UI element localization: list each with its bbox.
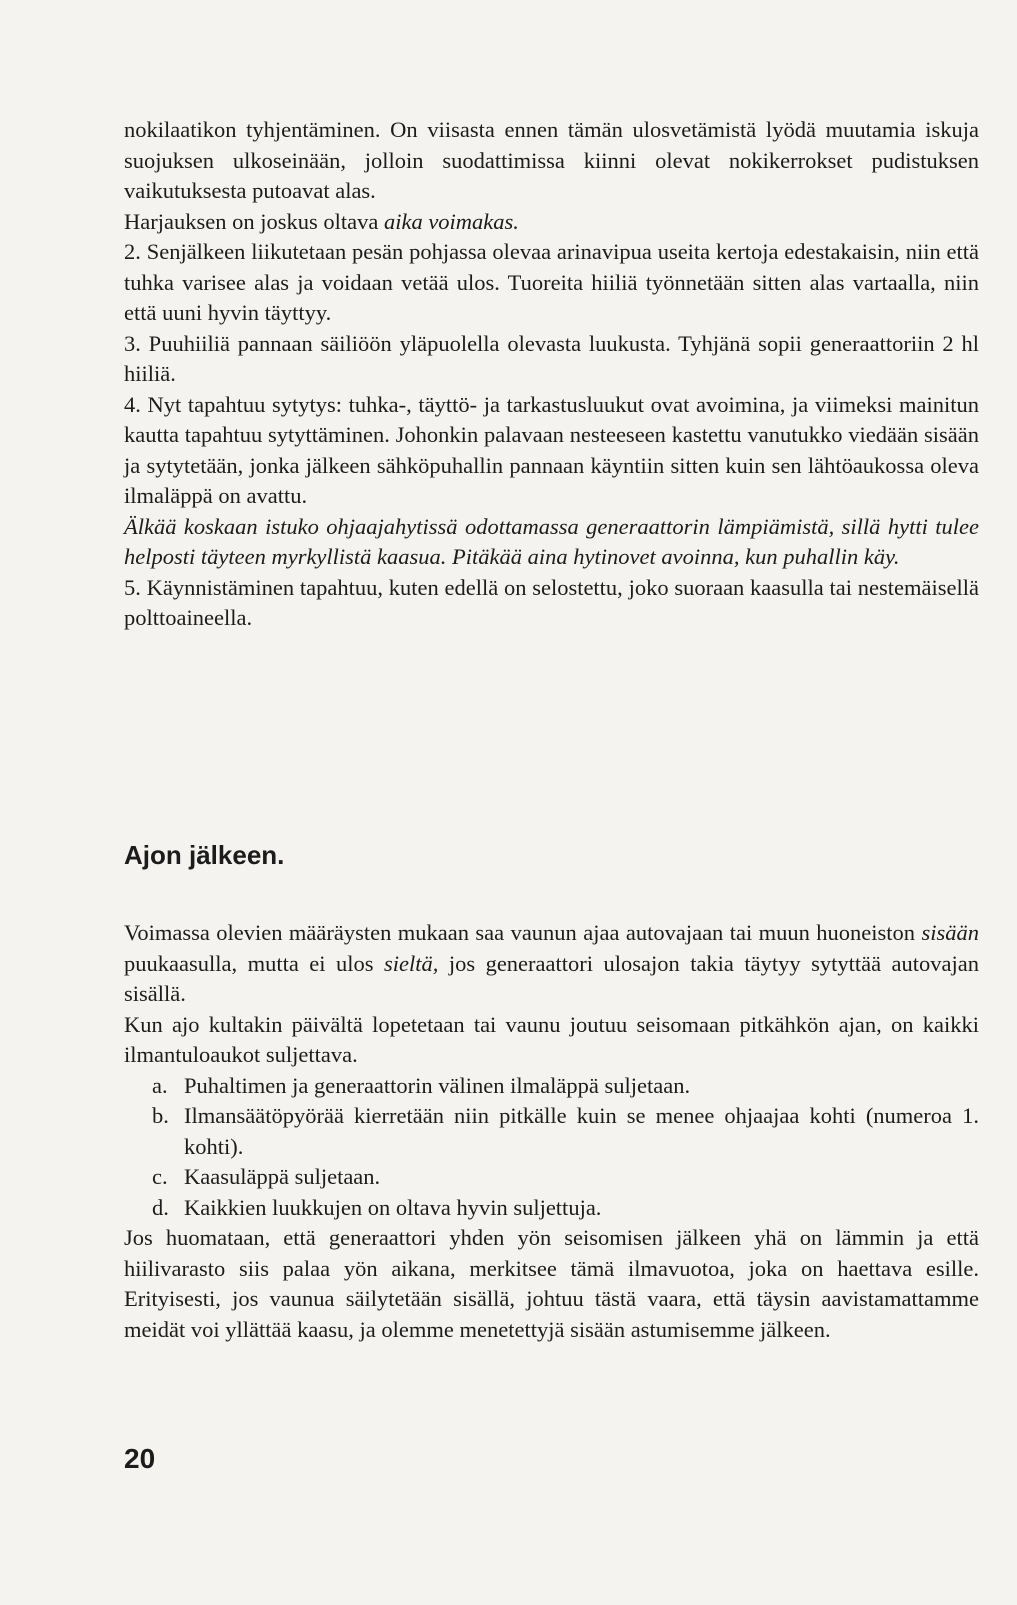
list-marker: b. xyxy=(152,1103,169,1128)
list-item xyxy=(124,1162,979,1193)
list-item xyxy=(124,1071,979,1102)
air-leak-paragraph: Jos huomataan, että generaattori yhden yön seisomisen jälkeen yhä on lämmin ja että hiilivarasto siis palaa yön aikana, merkitsee tämä ilmavuotoa, joka on haettava esille. Erityisesti, jos vaunua säilytetään sisällä, johtuu tästä vaara, että täysin aavistamattamme meidät voi yllättää kaasu, ja olemme menetettyjä sisään astumisemme jälkeen. xyxy=(124,1225,979,1342)
list-item xyxy=(124,1193,979,1224)
paragraph-brushing xyxy=(124,207,979,238)
regulations-text-1: Voimassa olevien määräysten mukaan saa vaunun ajaa autovajaan tai muun huoneiston xyxy=(124,920,916,945)
step-4-paragraph: 4. Nyt tapahtuu sytytys: tuhka-, täyttö- ja tarkastusluukut ovat avoimina, ja viimeksi mainitun kautta tapahtuu sytyttäminen. Johonkin palavaan nesteeseen kastettu vanutukko viedään sisään ja sytytetään, jonka jälkeen sähköpuhallin pannaan käyntiin sitten kuin sen lähtöaukossa oleva ilmaläppä on avattu. xyxy=(124,391,979,508)
section-heading: Ajon jälkeen. xyxy=(124,840,285,870)
list-text: Puhaltimen ja generaattorin välinen ilmaläppä suljetaan. xyxy=(184,1072,691,1098)
list-marker: a. xyxy=(152,1072,168,1098)
closing-paragraph: Kun ajo kultakin päivältä lopetetaan tai vaunu joutuu seisomaan pitkähkön ajan, on kaikki ilmantuloaukot suljettava. xyxy=(124,1011,979,1067)
list-text: Ilmansäätöpyörää kierretään niin pitkälle kuin se menee ohjaajaa kohti (numeroa 1. kohti). xyxy=(184,1103,979,1159)
list-text: Kaasuläppä suljetaan. xyxy=(184,1164,381,1189)
warning-paragraph: Älkää koskaan istuko ohjaajahytissä odottamassa generaattorin lämpiämistä, sillä hytti tulee helposti täyteen myrkyllistä kaasua. Pitäkää aina hytinovet avoinna, kun puhallin käy. xyxy=(124,513,979,569)
list-text: Kaikkien luukkujen on oltava hyvin suljettuja. xyxy=(184,1194,602,1220)
list-item xyxy=(124,1101,979,1162)
after-driving-section xyxy=(124,918,979,1345)
list-marker: d. xyxy=(152,1194,169,1220)
regulations-text-3: jos generaattori ulosajon takia täytyy sytyttää autovajan sisällä. xyxy=(124,950,980,1006)
step-3-paragraph: 3. Puuhiiliä pannaan säiliöön yläpuolella olevasta luukusta. Tyhjänä sopii generaattoriin 2 hl hiiliä. xyxy=(124,330,979,386)
step-2-paragraph: 2. Senjälkeen liikutetaan pesän pohjassa olevaa arinavipua useita kertoja edestakaisin, niin että tuhka varisee alas ja voidaan vetää ulos. Tuoreita hiiliä työnnetään sitten alas vartaalla, niin että uuni hyvin täyttyy. xyxy=(124,239,979,325)
paragraph-soot-box: nokilaatikon tyhjentäminen. On viisasta ennen tämän ulosvetämistä lyödä muutamia iskuja suojuksen ulkoseinään, jolloin suodattimissa kiinni olevat nokikerrokset pudistuksen vaikutuksesta putoavat alas. xyxy=(124,117,979,203)
regulations-paragraph xyxy=(124,918,979,1010)
brushing-emphasis: aika voimakas. xyxy=(383,208,519,234)
brushing-text: Harjauksen on joskus oltava xyxy=(124,208,379,234)
regulations-text-2: puukaasulla, mutta ei ulos xyxy=(124,950,374,976)
list-marker: c. xyxy=(152,1164,168,1189)
regulations-emphasis-from-there: sieltä, xyxy=(383,950,439,976)
regulations-emphasis-inside: sisään xyxy=(921,920,979,945)
page-number: 20 xyxy=(124,1443,156,1474)
instructions-continued xyxy=(124,115,979,634)
step-5-paragraph: 5. Käynnistäminen tapahtuu, kuten edellä on selostettu, joko suoraan kaasulla tai nestemäisellä polttoaineella. xyxy=(124,574,979,630)
